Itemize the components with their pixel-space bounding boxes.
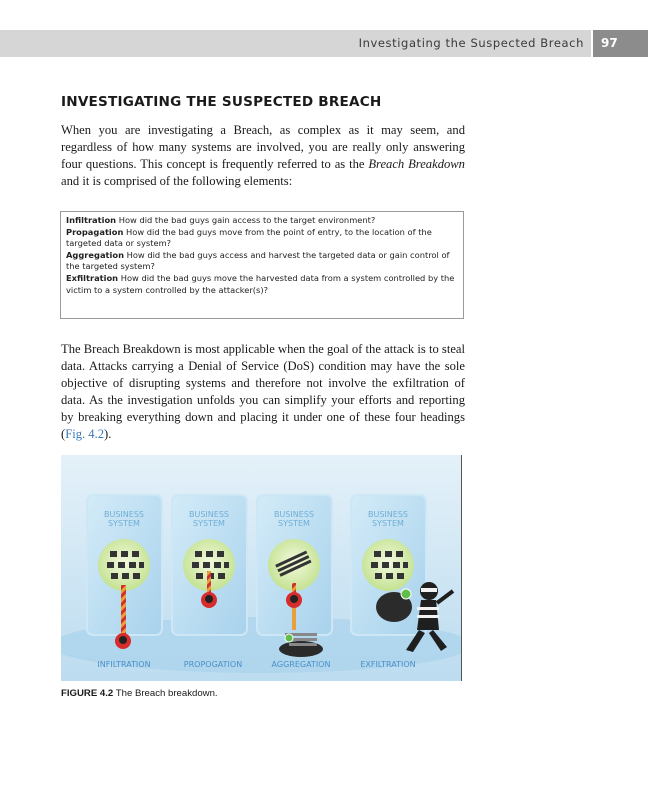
svg-text:SYSTEM: SYSTEM (278, 519, 310, 528)
figure-caption: FIGURE 4.2 The Breach breakdown. (61, 688, 218, 699)
breach-breakdown-term: Breach Breakdown (368, 157, 465, 171)
svg-text:BUSINESS: BUSINESS (104, 510, 144, 519)
business-system-panel (172, 495, 247, 635)
section-title: INVESTIGATING THE SUSPECTED BREACH (61, 94, 382, 110)
stage-label: AGGREGATION (271, 660, 331, 669)
intro-paragraph: When you are investigating a Breach, as complex as it may seem, and regardless of how many systems are involved, you are really only answering four questions. This concept is frequently referred to as the Breach Breakdown and it is comprised of the following elements: (61, 123, 465, 188)
definition-item: Propagation How did the bad guys move from the point of entry, to the location of the targeted data or system? (66, 226, 432, 249)
svg-text:SYSTEM: SYSTEM (108, 519, 140, 528)
svg-text:BUSINESS: BUSINESS (189, 510, 229, 519)
svg-text:BUSINESS: BUSINESS (368, 510, 408, 519)
stage-label: INFILTRATION (97, 660, 151, 669)
page-number: 97 (593, 30, 648, 57)
body-paragraph: The Breach Breakdown is most applicable when the goal of the attack is to steal data. Attacks carrying a Denial of Service (DoS) condition may have the sole objective of disrupting systems and therefore not involve the exfiltration of data. As the investigation unfolds you can simplify your efforts and reporting by breaking everything down and placing it under one of these four headings (Fig. 4.2). (61, 342, 465, 441)
definition-item: Aggregation How did the bad guys access and harvest the targeted data or gain control of the targeted system? (66, 249, 450, 272)
stage-label: EXFILTRATION (360, 660, 416, 669)
definition-item: Exfiltration How did the bad guys move the harvested data from a system controlled by the victim to a system controlled by the attacker(s)? (66, 272, 455, 295)
svg-text:BUSINESS: BUSINESS (274, 510, 314, 519)
figure-right-rule (461, 455, 462, 681)
stage-label: PROPOGATION (183, 660, 243, 669)
running-header-title: Investigating the Suspected Breach (358, 36, 584, 50)
svg-text:SYSTEM: SYSTEM (372, 519, 404, 528)
figure-reference-link[interactable]: Fig. 4.2 (65, 427, 105, 441)
definitions-box (60, 211, 464, 319)
svg-text:SYSTEM: SYSTEM (193, 519, 225, 528)
definition-item: Infiltration How did the bad guys gain access to the target environment? (66, 215, 376, 225)
breach-breakdown-figure (61, 455, 462, 681)
